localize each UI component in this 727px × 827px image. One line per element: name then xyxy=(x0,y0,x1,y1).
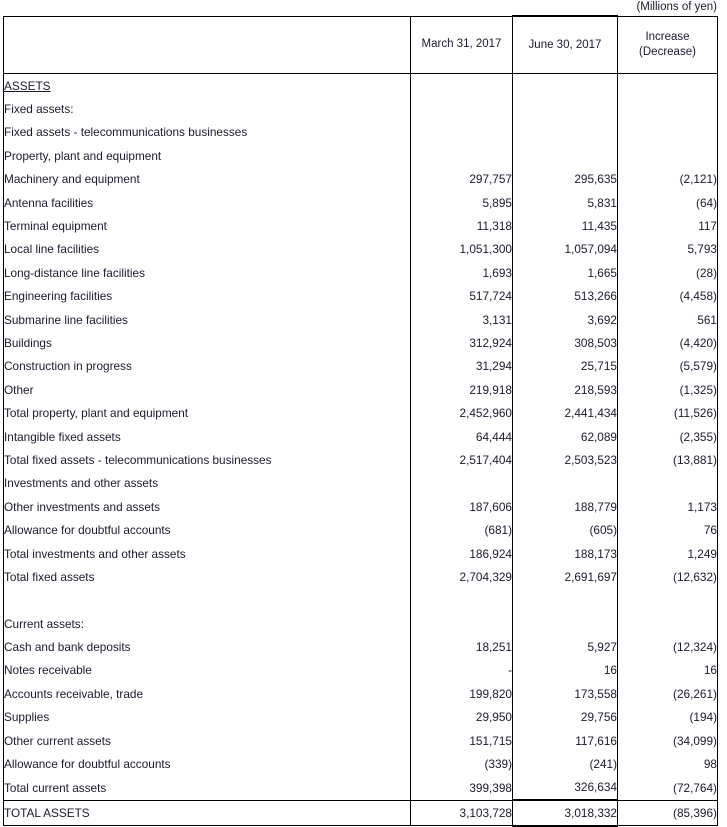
increase-decrease-value: (26,261) xyxy=(618,682,718,705)
table-row xyxy=(4,776,718,800)
row-label-text: Other xyxy=(4,382,34,397)
row-label-text: Fixed assets - telecommunications businesses xyxy=(4,125,248,140)
row-label xyxy=(4,121,411,144)
prev-period-value xyxy=(411,472,513,495)
table-row xyxy=(4,121,718,144)
table-row xyxy=(4,542,718,565)
row-label xyxy=(4,635,411,658)
table-row xyxy=(4,238,718,261)
increase-decrease-value: (64) xyxy=(618,191,718,214)
column-header-increase-decrease xyxy=(618,16,718,74)
row-label xyxy=(4,729,411,752)
current-period-value xyxy=(513,612,618,635)
column-header-label xyxy=(4,16,411,74)
row-label xyxy=(4,355,411,378)
increase-decrease-value: (12,324) xyxy=(618,635,718,658)
row-label xyxy=(4,682,411,705)
row-label xyxy=(4,425,411,448)
row-label-text: Buildings xyxy=(4,335,52,350)
current-period-value: 295,635 xyxy=(513,168,618,191)
increase-decrease-value: (34,099) xyxy=(618,729,718,752)
row-label-text: Allowance for doubtful accounts xyxy=(4,523,171,538)
increase-decrease-value: (72,764) xyxy=(618,776,718,800)
current-period-value: 62,089 xyxy=(513,425,618,448)
table-row xyxy=(4,144,718,167)
row-label-text: Long-distance line facilities xyxy=(4,265,145,280)
table-row xyxy=(4,401,718,424)
row-label xyxy=(4,261,411,284)
table-row xyxy=(4,472,718,495)
current-period-value xyxy=(513,121,618,144)
table-row xyxy=(4,168,718,191)
prev-period-value: 199,820 xyxy=(411,682,513,705)
row-label-text: Total fixed assets xyxy=(4,569,95,584)
prev-period-value: 399,398 xyxy=(411,776,513,800)
total-assets-label xyxy=(4,800,411,825)
current-period-value: 1,665 xyxy=(513,261,618,284)
prev-period-value: 2,704,329 xyxy=(411,565,513,588)
current-period-value: 218,593 xyxy=(513,378,618,401)
table-body xyxy=(4,74,718,826)
table-row xyxy=(4,729,718,752)
current-period-value: 188,173 xyxy=(513,542,618,565)
prev-period-value: 2,517,404 xyxy=(411,448,513,471)
row-label xyxy=(4,331,411,354)
table-row xyxy=(4,800,718,825)
prev-period-value: 18,251 xyxy=(411,635,513,658)
current-period-value xyxy=(513,97,618,120)
increase-decrease-value: 1,173 xyxy=(618,495,718,518)
row-label xyxy=(4,542,411,565)
unit-note: (Millions of yen) xyxy=(636,1,717,13)
row-label-text: Current assets: xyxy=(4,616,84,631)
current-period-value: 25,715 xyxy=(513,355,618,378)
row-label-text: Local line facilities xyxy=(4,242,100,257)
current-period-value: 2,441,434 xyxy=(513,401,618,424)
increase-decrease-value: (2,355) xyxy=(618,425,718,448)
current-period-value xyxy=(513,589,618,612)
current-period-value: 5,927 xyxy=(513,635,618,658)
row-label-text: Terminal equipment xyxy=(4,219,107,234)
increase-decrease-value xyxy=(618,472,718,495)
current-period-value: 513,266 xyxy=(513,285,618,308)
row-label-text: Fixed assets: xyxy=(4,102,74,117)
table-row xyxy=(4,612,718,635)
table-row xyxy=(4,565,718,588)
current-period-value xyxy=(513,144,618,167)
row-label xyxy=(4,401,411,424)
row-label xyxy=(4,74,411,98)
row-label-text: Allowance for doubtful accounts xyxy=(4,757,171,772)
table-row xyxy=(4,425,718,448)
row-label xyxy=(4,285,411,308)
increase-decrease-value: (5,579) xyxy=(618,355,718,378)
increase-decrease-value: 1,249 xyxy=(618,542,718,565)
row-label xyxy=(4,144,411,167)
current-period-value: 2,691,697 xyxy=(513,565,618,588)
column-header-current-period: June 30, 2017 xyxy=(513,16,618,74)
table-row xyxy=(4,261,718,284)
row-label xyxy=(4,565,411,588)
prev-period-value: 3,131 xyxy=(411,308,513,331)
row-label-text: Engineering facilities xyxy=(4,289,113,304)
row-label-text: Total investments and other assets xyxy=(4,546,186,561)
prev-period-value xyxy=(411,97,513,120)
column-header-prev-period: March 31, 2017 xyxy=(411,16,513,74)
prev-period-value: 29,950 xyxy=(411,706,513,729)
current-period-value: 2,503,523 xyxy=(513,448,618,471)
increase-decrease-value: (4,458) xyxy=(618,285,718,308)
table-row xyxy=(4,682,718,705)
prev-period-value: (681) xyxy=(411,518,513,541)
current-period-value: (241) xyxy=(513,752,618,775)
row-label-text: ASSETS xyxy=(4,78,51,93)
row-label xyxy=(4,752,411,775)
table-row xyxy=(4,331,718,354)
table-row xyxy=(4,308,718,331)
row-label-text: Construction in progress xyxy=(4,359,132,374)
row-label-text: Investments and other assets xyxy=(4,476,159,491)
current-period-value xyxy=(513,74,618,98)
increase-decrease-value: (1,325) xyxy=(618,378,718,401)
increase-decrease-value: (85,396) xyxy=(618,800,718,825)
table-header xyxy=(4,16,718,74)
table-row xyxy=(4,518,718,541)
row-label xyxy=(4,518,411,541)
row-label xyxy=(4,589,411,612)
current-period-value: 29,756 xyxy=(513,706,618,729)
table-row xyxy=(4,495,718,518)
prev-period-value: 517,724 xyxy=(411,285,513,308)
row-label xyxy=(4,214,411,237)
row-label xyxy=(4,308,411,331)
row-label-text: Total current assets xyxy=(4,780,107,795)
row-label-text: Supplies xyxy=(4,710,50,725)
table-row xyxy=(4,659,718,682)
prev-period-value: 219,918 xyxy=(411,378,513,401)
table-row xyxy=(4,191,718,214)
current-period-value xyxy=(513,472,618,495)
current-period-value: 326,634 xyxy=(513,776,618,800)
table-row xyxy=(4,214,718,237)
assets-balance-sheet-table xyxy=(3,15,718,827)
row-label-text: Accounts receivable, trade xyxy=(4,686,144,701)
prev-period-value: 1,051,300 xyxy=(411,238,513,261)
current-period-value: 173,558 xyxy=(513,682,618,705)
increase-decrease-value xyxy=(618,612,718,635)
increase-decrease-value: (28) xyxy=(618,261,718,284)
prev-period-value xyxy=(411,612,513,635)
increase-decrease-value: (12,632) xyxy=(618,565,718,588)
prev-period-value: 64,444 xyxy=(411,425,513,448)
row-label-text: Antenna facilities xyxy=(4,195,94,210)
prev-period-value: 186,924 xyxy=(411,542,513,565)
increase-decrease-line1: Increase xyxy=(645,30,690,43)
row-label xyxy=(4,238,411,261)
row-label xyxy=(4,776,411,800)
increase-decrease-value: (11,526) xyxy=(618,401,718,424)
table-row xyxy=(4,635,718,658)
row-label xyxy=(4,659,411,682)
table-row xyxy=(4,74,718,98)
table-row xyxy=(4,589,718,612)
table-row xyxy=(4,97,718,120)
increase-decrease-value: 561 xyxy=(618,308,718,331)
prev-period-value: 312,924 xyxy=(411,331,513,354)
prev-period-value: - xyxy=(411,659,513,682)
row-label-text: Machinery and equipment xyxy=(4,172,140,187)
increase-decrease-value: 98 xyxy=(618,752,718,775)
prev-period-value: 5,895 xyxy=(411,191,513,214)
row-label-text: Property, plant and equipment xyxy=(4,148,162,163)
prev-period-value xyxy=(411,74,513,98)
prev-period-value: 3,103,728 xyxy=(411,800,513,825)
increase-decrease-value: (4,420) xyxy=(618,331,718,354)
increase-decrease-value: (13,881) xyxy=(618,448,718,471)
table-row xyxy=(4,706,718,729)
increase-decrease-value: (194) xyxy=(618,706,718,729)
row-label xyxy=(4,168,411,191)
increase-decrease-value xyxy=(618,97,718,120)
prev-period-value: 1,693 xyxy=(411,261,513,284)
current-period-value: 117,616 xyxy=(513,729,618,752)
row-label-text: TOTAL ASSETS xyxy=(4,805,90,820)
row-label xyxy=(4,706,411,729)
increase-decrease-value: 76 xyxy=(618,518,718,541)
table-row xyxy=(4,378,718,401)
row-label-text: Cash and bank deposits xyxy=(4,640,131,655)
prev-period-value: 297,757 xyxy=(411,168,513,191)
current-period-value: 3,018,332 xyxy=(513,800,618,825)
row-label-text: Submarine line facilities xyxy=(4,312,128,327)
current-period-value: (605) xyxy=(513,518,618,541)
row-label xyxy=(4,495,411,518)
increase-decrease-value xyxy=(618,74,718,98)
prev-period-value: 2,452,960 xyxy=(411,401,513,424)
row-label-text: Other investments and assets xyxy=(4,499,161,514)
table-row xyxy=(4,752,718,775)
table-row xyxy=(4,355,718,378)
prev-period-value: 11,318 xyxy=(411,214,513,237)
increase-decrease-value xyxy=(618,144,718,167)
current-period-value: 11,435 xyxy=(513,214,618,237)
row-label xyxy=(4,612,411,635)
prev-period-value xyxy=(411,589,513,612)
increase-decrease-line2: (Decrease) xyxy=(639,45,696,58)
current-period-value: 308,503 xyxy=(513,331,618,354)
prev-period-value xyxy=(411,121,513,144)
row-label xyxy=(4,472,411,495)
increase-decrease-value: (2,121) xyxy=(618,168,718,191)
row-label-text: Total fixed assets - telecommunications businesses xyxy=(4,452,272,467)
current-period-value: 16 xyxy=(513,659,618,682)
row-label-text: Total property, plant and equipment xyxy=(4,406,189,421)
row-label-text: Intangible fixed assets xyxy=(4,429,121,444)
increase-decrease-value xyxy=(618,589,718,612)
row-label-text: Notes receivable xyxy=(4,663,92,678)
prev-period-value xyxy=(411,144,513,167)
row-label xyxy=(4,448,411,471)
increase-decrease-value: 5,793 xyxy=(618,238,718,261)
prev-period-value: (339) xyxy=(411,752,513,775)
row-label xyxy=(4,378,411,401)
increase-decrease-value: 117 xyxy=(618,214,718,237)
current-period-value: 3,692 xyxy=(513,308,618,331)
increase-decrease-value xyxy=(618,121,718,144)
table-row xyxy=(4,448,718,471)
current-period-value: 1,057,094 xyxy=(513,238,618,261)
current-period-value: 5,831 xyxy=(513,191,618,214)
table-header-row xyxy=(4,16,718,74)
row-label-text: Other current assets xyxy=(4,733,111,748)
increase-decrease-value: 16 xyxy=(618,659,718,682)
row-label xyxy=(4,191,411,214)
current-period-value: 188,779 xyxy=(513,495,618,518)
table-row xyxy=(4,285,718,308)
prev-period-value: 31,294 xyxy=(411,355,513,378)
row-label xyxy=(4,97,411,120)
prev-period-value: 187,606 xyxy=(411,495,513,518)
prev-period-value: 151,715 xyxy=(411,729,513,752)
